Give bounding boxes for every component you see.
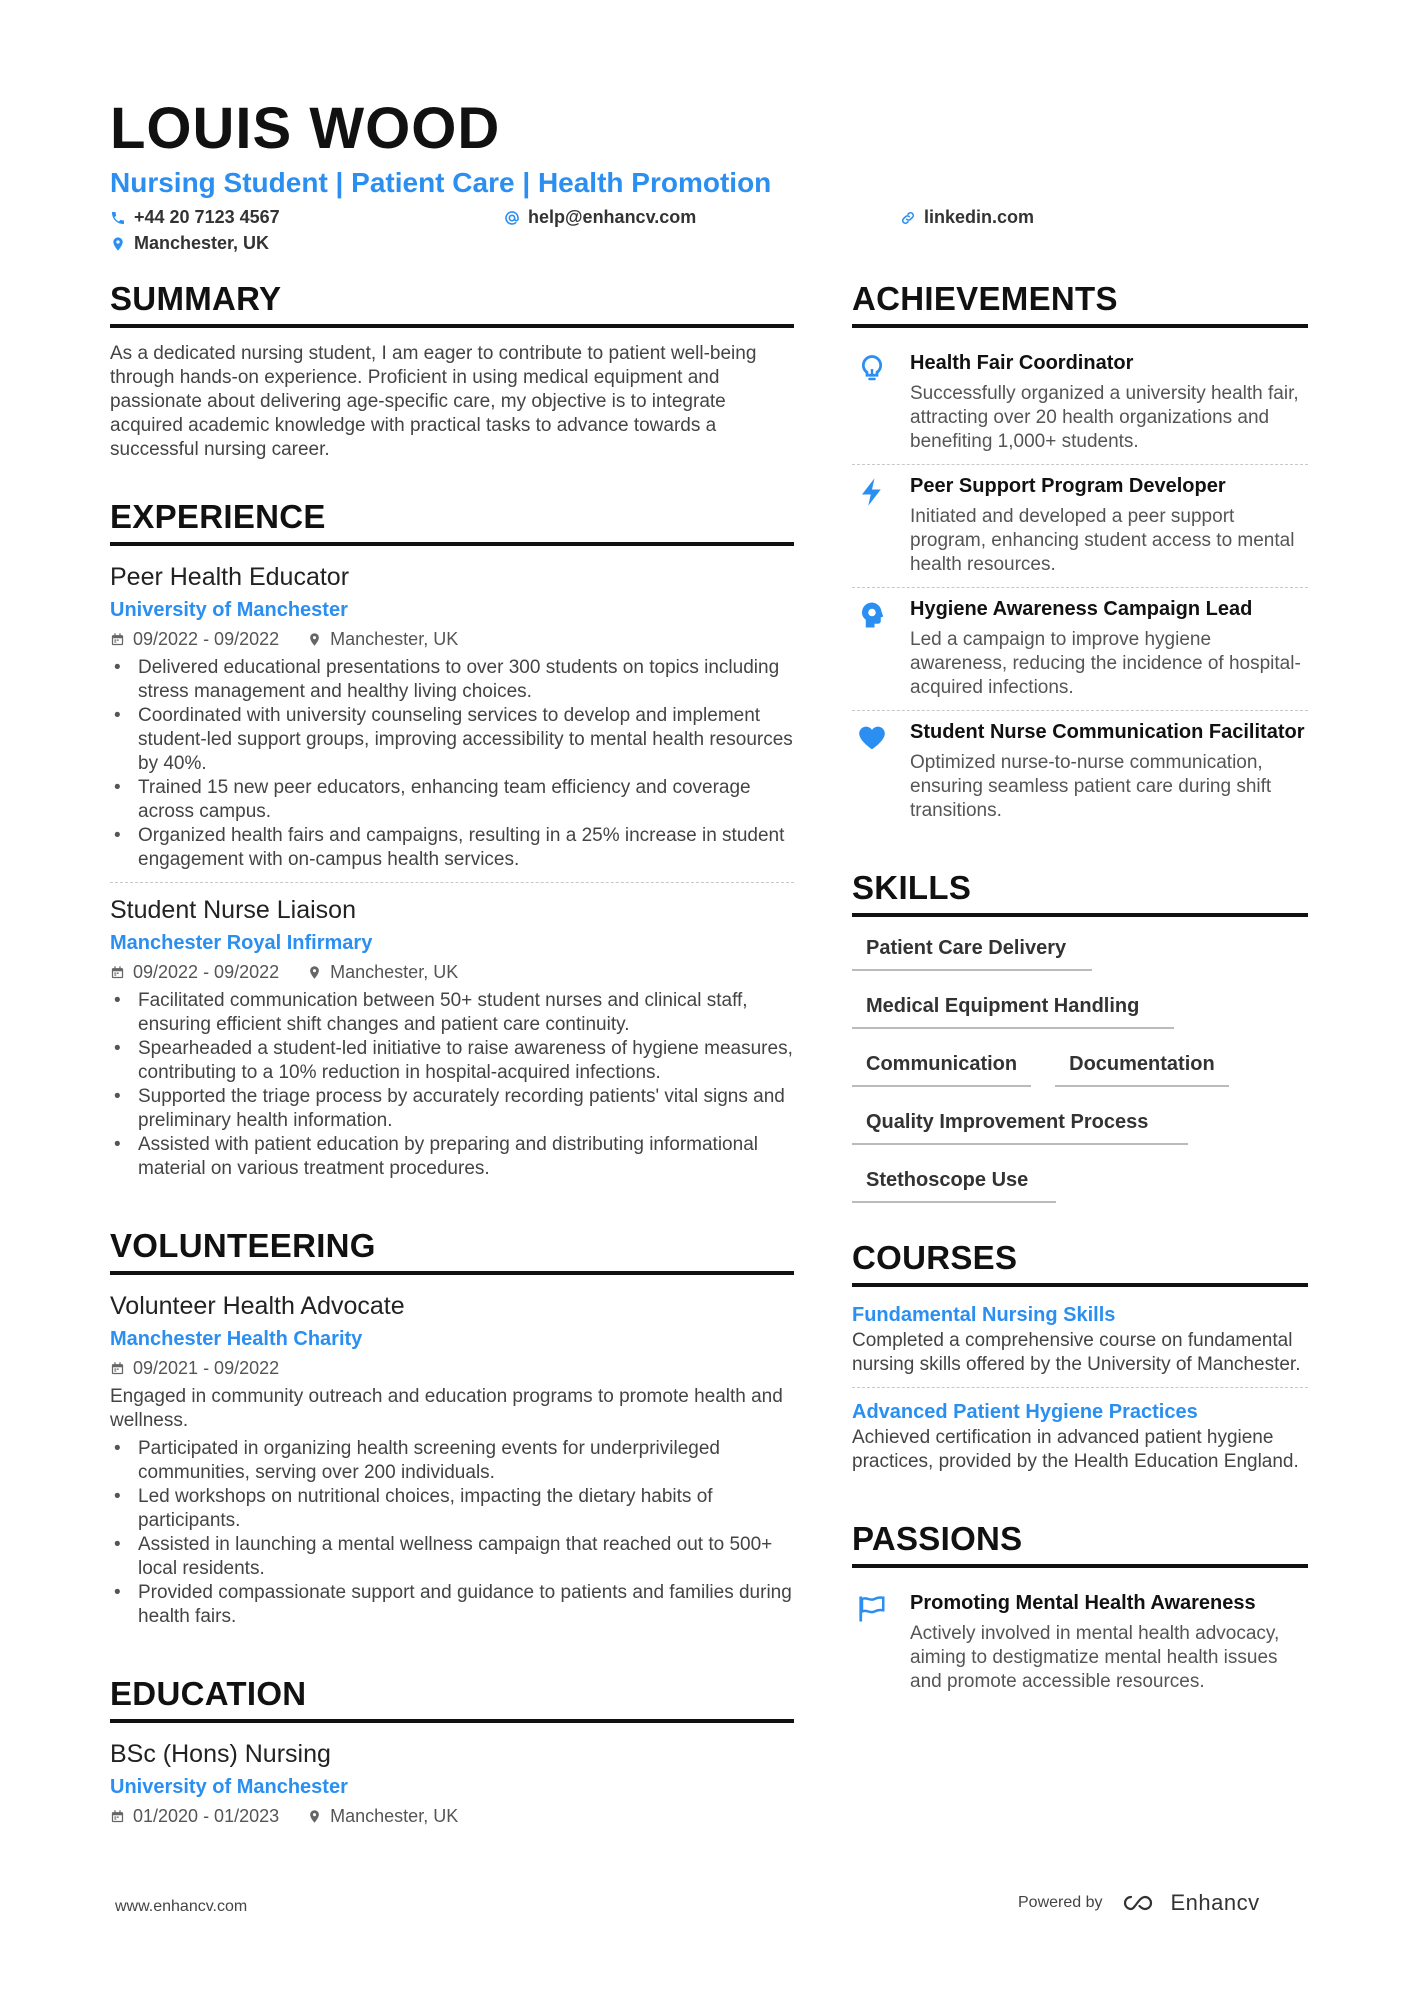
passion-title: Promoting Mental Health Awareness	[910, 1592, 1256, 1614]
achievement-desc: Successfully organized a university health fair, attracting over 20 health organizations and benefiting 1,000+ students.	[910, 383, 1299, 452]
volunteering-section	[110, 1223, 794, 1639]
achievement-desc: Led a campaign to improve hygiene awareness, reducing the incidence of hospital-acquired infections.	[910, 629, 1301, 698]
achievement-title: Student Nurse Communication Facilitator	[910, 721, 1305, 743]
experience-title: EXPERIENCE	[110, 494, 794, 546]
experience-entry	[110, 560, 794, 883]
entry-dates	[110, 959, 279, 985]
skill-tag: Quality Improvement Process	[852, 1109, 1188, 1145]
volunteer-intro: Engaged in community outreach and education programs to promote health and wellness.	[110, 1386, 783, 1431]
volunteer-role: Volunteer Health Advocate	[110, 1292, 405, 1320]
brand-name: Enhancv	[1170, 1890, 1260, 1915]
footer-website[interactable]: www.enhancv.com	[115, 1898, 248, 1915]
passions-section	[852, 1516, 1308, 1704]
experience-entry	[110, 893, 794, 1191]
dates-text: 09/2021 - 09/2022	[133, 1358, 280, 1378]
achievement-title: Peer Support Program Developer	[910, 475, 1226, 497]
bullet-item: • Spearheaded a student-led initiative to raise awareness of hygiene measures, contributing to a 10% reduction in hospital-acquired infections.	[110, 1037, 794, 1085]
resume-header	[110, 95, 1310, 259]
footer-branding	[1018, 1890, 1260, 1916]
course-item	[852, 1301, 1308, 1388]
employer: University of Manchester	[110, 599, 348, 621]
entry-location	[307, 959, 458, 985]
employer: Manchester Royal Infirmary	[110, 932, 373, 954]
achievements-title: ACHIEVEMENTS	[852, 276, 1308, 328]
bullet-item: • Led workshops on nutritional choices, impacting the dietary habits of participants.	[110, 1485, 794, 1533]
location-text: Manchester, UK	[330, 962, 459, 982]
volunteer-org: Manchester Health Charity	[110, 1328, 363, 1350]
experience-section	[110, 494, 794, 1191]
bullet-item: • Supported the triage process by accurately recording patients' vital signs and preliminary health information.	[110, 1085, 794, 1133]
dates-text: 01/2020 - 01/2023	[133, 1806, 280, 1826]
calendar-icon	[110, 1809, 125, 1824]
achievement-item	[852, 465, 1308, 588]
summary-text: As a dedicated nursing student, I am eager to contribute to patient well-being through hands-on experience. Proficient in using medical equipment and passionate about delivering age-specific care, my objective is to integrate acquired academic knowledge with practical tasks to advance towards a successful nursing career.	[110, 343, 757, 460]
school: University of Manchester	[110, 1776, 348, 1798]
skill-tag: Stethoscope Use	[852, 1167, 1056, 1203]
contact-phone[interactable]	[110, 207, 280, 228]
entry-location	[307, 626, 458, 652]
contact-location	[110, 233, 269, 254]
email-text: help@enhancv.com	[528, 207, 697, 227]
degree: BSc (Hons) Nursing	[110, 1740, 331, 1768]
candidate-headline: Nursing Student | Patient Care | Health Promotion	[110, 167, 772, 198]
entry-meta	[110, 1803, 794, 1829]
education-title: EDUCATION	[110, 1671, 794, 1723]
summary-title: SUMMARY	[110, 276, 794, 328]
location-text: Manchester, UK	[330, 629, 459, 649]
skills-section	[852, 865, 1308, 1203]
skill-tag: Medical Equipment Handling	[852, 993, 1174, 1029]
bullet-list	[110, 656, 794, 872]
volunteering-title: VOLUNTEERING	[110, 1223, 794, 1275]
volunteering-entry	[110, 1289, 794, 1639]
bullet-item: • Coordinated with university counseling services to develop and implement student-led support groups, improving accessibility to mental health resources by 40%.	[110, 704, 794, 776]
location-pin-icon	[110, 236, 126, 252]
course-item	[852, 1398, 1308, 1484]
passion-item	[852, 1582, 1308, 1704]
lightning-icon	[857, 477, 887, 507]
courses-section	[852, 1235, 1308, 1484]
skill-tag: Documentation	[1055, 1051, 1229, 1087]
skills-list	[852, 931, 1308, 1203]
flag-icon	[857, 1594, 887, 1624]
location-pin-icon	[307, 632, 322, 647]
entry-meta	[110, 959, 794, 985]
contact-linkedin[interactable]	[900, 207, 1034, 228]
dates-text: 09/2022 - 09/2022	[133, 629, 280, 649]
at-icon	[504, 210, 520, 226]
entry-meta	[110, 626, 794, 652]
contact-email[interactable]	[504, 207, 696, 228]
link-icon	[900, 210, 916, 226]
phone-text: +44 20 7123 4567	[134, 207, 280, 227]
education-section	[110, 1671, 794, 1839]
calendar-icon	[110, 632, 125, 647]
lightbulb-icon	[857, 354, 887, 384]
passion-desc: Actively involved in mental health advocacy, aiming to destigmatize mental health issues and promote accessible resources.	[910, 1623, 1280, 1692]
bullet-item: • Provided compassionate support and guidance to patients and families during health fairs.	[110, 1581, 794, 1629]
left-column	[110, 276, 794, 1871]
achievement-title: Health Fair Coordinator	[910, 352, 1134, 374]
calendar-icon	[110, 1361, 125, 1376]
bullet-list	[110, 1437, 794, 1629]
bullet-item: • Facilitated communication between 50+ student nurses and clinical staff, ensuring efficient shift changes and patient care continuity.	[110, 989, 794, 1037]
contact-info	[110, 203, 1310, 259]
course-title: Fundamental Nursing Skills	[852, 1304, 1116, 1326]
skill-tag: Patient Care Delivery	[852, 935, 1092, 971]
dates-text: 09/2022 - 09/2022	[133, 962, 280, 982]
bullet-item: • Assisted in launching a mental wellness campaign that reached out to 500+ local residents.	[110, 1533, 794, 1581]
course-desc: Achieved certification in advanced patient hygiene practices, provided by the Health Education England.	[852, 1427, 1299, 1472]
calendar-icon	[110, 965, 125, 980]
passions-title: PASSIONS	[852, 1516, 1308, 1568]
location-text: Manchester, UK	[330, 1806, 459, 1826]
summary-section	[110, 276, 794, 462]
bullet-item: • Assisted with patient education by preparing and distributing informational material on various treatment procedures.	[110, 1133, 794, 1181]
phone-icon	[110, 210, 126, 226]
entry-dates	[110, 1355, 279, 1381]
entry-location	[307, 1803, 458, 1829]
achievement-item	[852, 342, 1308, 465]
infinity-logo-icon	[1119, 1891, 1163, 1915]
right-column	[852, 276, 1308, 1736]
page-footer	[0, 1890, 1410, 1930]
location-pin-icon	[307, 965, 322, 980]
course-title: Advanced Patient Hygiene Practices	[852, 1401, 1198, 1423]
linkedin-text: linkedin.com	[924, 207, 1035, 227]
enhancv-logo[interactable]	[1119, 1890, 1260, 1916]
bullet-item: • Trained 15 new peer educators, enhancing team efficiency and coverage across campus.	[110, 776, 794, 824]
bullet-item: • Delivered educational presentations to over 300 students on topics including stress management and healthy living choices.	[110, 656, 794, 704]
powered-by-text: Powered by	[1018, 1894, 1103, 1911]
job-title: Peer Health Educator	[110, 563, 350, 591]
course-desc: Completed a comprehensive course on fundamental nursing skills offered by the University of Manchester.	[852, 1330, 1301, 1375]
entry-dates	[110, 626, 279, 652]
bullet-item: • Organized health fairs and campaigns, resulting in a 25% increase in student engagement with on-campus health services.	[110, 824, 794, 872]
location-pin-icon	[307, 1809, 322, 1824]
entry-meta	[110, 1355, 794, 1381]
entry-dates	[110, 1803, 279, 1829]
location-text: Manchester, UK	[134, 233, 270, 253]
education-entry	[110, 1737, 794, 1839]
bullet-list	[110, 989, 794, 1181]
skill-tag: Communication	[852, 1051, 1031, 1087]
heart-icon	[857, 723, 887, 753]
achievement-desc: Initiated and developed a peer support program, enhancing student access to mental health resources.	[910, 506, 1295, 575]
achievements-section	[852, 276, 1308, 833]
head-icon	[857, 600, 887, 630]
achievement-desc: Optimized nurse-to-nurse communication, ensuring seamless patient care during shift transitions.	[910, 752, 1272, 821]
achievement-title: Hygiene Awareness Campaign Lead	[910, 598, 1253, 620]
achievement-item	[852, 711, 1308, 833]
job-title: Student Nurse Liaison	[110, 896, 356, 924]
bullet-item: • Participated in organizing health screening events for underprivileged communities, serving over 200 individuals.	[110, 1437, 794, 1485]
skills-title: SKILLS	[852, 865, 1308, 917]
achievement-item	[852, 588, 1308, 711]
candidate-name: LOUIS WOOD	[110, 96, 501, 161]
courses-title: COURSES	[852, 1235, 1308, 1287]
